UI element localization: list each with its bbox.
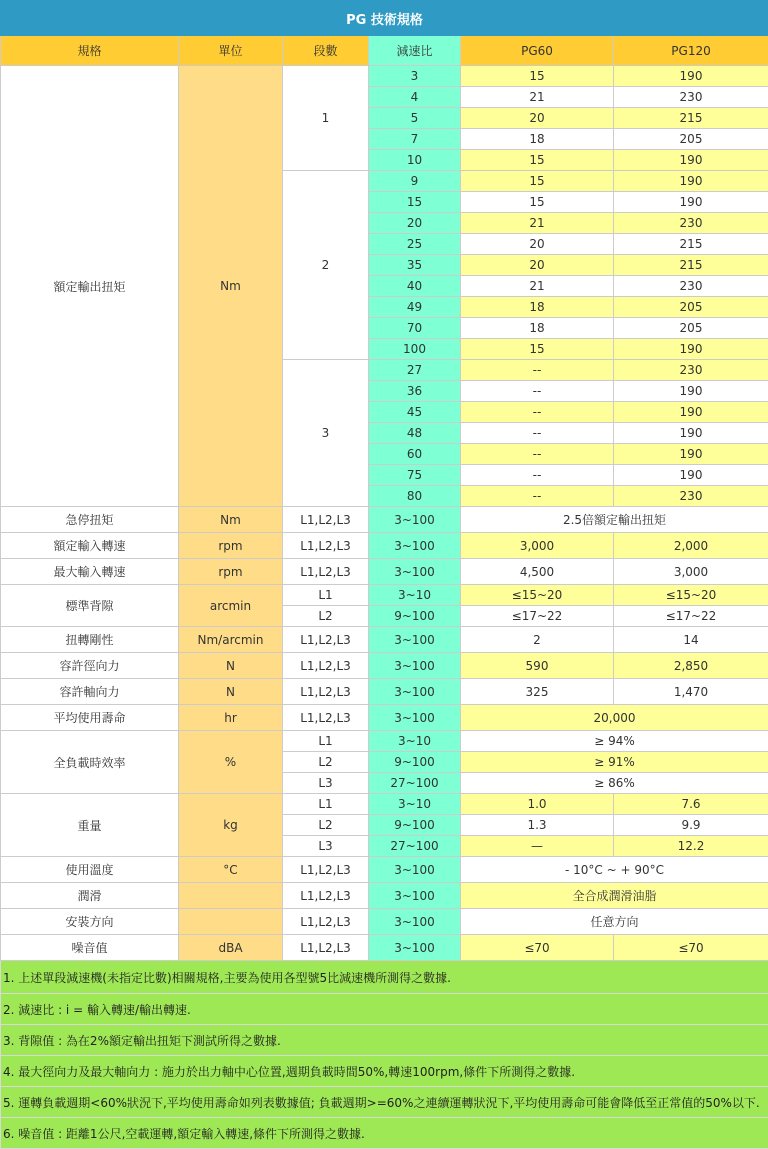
ratio-cell: 27	[369, 360, 461, 381]
pg60-cell: 18	[461, 129, 614, 150]
pg120-cell: 215	[614, 234, 768, 255]
ratio-cell: 7	[369, 129, 461, 150]
ratio-cell: 3	[369, 66, 461, 87]
ratio-cell: 9	[369, 171, 461, 192]
pg120-cell: 190	[614, 423, 768, 444]
value-cell: ≥ 86%	[461, 773, 768, 794]
spec-unit: kg	[179, 794, 283, 857]
pg120-cell: 230	[614, 486, 768, 507]
spec-unit: rpm	[179, 533, 283, 559]
spec-unit: arcmin	[179, 585, 283, 627]
header-stage: 段數	[283, 36, 369, 66]
pg60-cell: 21	[461, 276, 614, 297]
ratio-cell: 4	[369, 87, 461, 108]
pg120-cell: 190	[614, 150, 768, 171]
table-row	[1, 1087, 768, 1118]
table-row	[1, 1118, 768, 1149]
ratio-cell: 80	[369, 486, 461, 507]
table-row	[1, 585, 768, 606]
value-cell: 2.5倍額定輸出扭矩	[461, 507, 768, 533]
stage-cell: L1,L2,L3	[283, 705, 369, 731]
pg60-cell: --	[461, 360, 614, 381]
spec-label: 重量	[1, 794, 179, 857]
pg60-cell: --	[461, 381, 614, 402]
spec-label: 額定輸出扭矩	[1, 66, 179, 507]
spec-unit: N	[179, 653, 283, 679]
pg60-cell: 1.0	[461, 794, 614, 815]
pg60-cell: ≤70	[461, 935, 614, 961]
table-row	[1, 653, 768, 679]
ratio-cell: 27~100	[369, 773, 461, 794]
pg120-cell: 190	[614, 339, 768, 360]
header-ratio: 減速比	[369, 36, 461, 66]
value-cell: 20,000	[461, 705, 768, 731]
pg120-cell: 215	[614, 255, 768, 276]
header-pg60: PG60	[461, 36, 614, 66]
header-spec: 規格	[1, 36, 179, 66]
pg120-cell: 190	[614, 171, 768, 192]
ratio-cell: 49	[369, 297, 461, 318]
ratio-cell: 60	[369, 444, 461, 465]
spec-label: 平均使用壽命	[1, 705, 179, 731]
pg60-cell: 3,000	[461, 533, 614, 559]
ratio-cell: 5	[369, 108, 461, 129]
spec-label: 最大輸入轉速	[1, 559, 179, 585]
pg60-cell: ≤17~22	[461, 606, 614, 627]
ratio-cell: 27~100	[369, 836, 461, 857]
table-row	[1, 961, 768, 994]
table-row	[1, 909, 768, 935]
ratio-cell: 100	[369, 339, 461, 360]
ratio-cell: 3~100	[369, 909, 461, 935]
pg120-cell: 230	[614, 276, 768, 297]
note-text: 2. 減速比 : i = 輸入轉速/輸出轉速.	[1, 994, 768, 1025]
value-cell: 全合成潤滑油脂	[461, 883, 768, 909]
note-text: 6. 噪音值 : 距離1公尺,空載運轉,額定輸入轉速,條件下所測得之數據.	[1, 1118, 768, 1149]
table-row	[1, 559, 768, 585]
stage-cell: L2	[283, 606, 369, 627]
ratio-cell: 9~100	[369, 606, 461, 627]
note-text: 3. 背隙值 : 為在2%額定輸出扭矩下測試所得之數據.	[1, 1025, 768, 1056]
spec-label: 額定輸入轉速	[1, 533, 179, 559]
stage-cell: L1,L2,L3	[283, 679, 369, 705]
value-cell: ≥ 91%	[461, 752, 768, 773]
pg120-cell: 215	[614, 108, 768, 129]
pg60-cell: 15	[461, 171, 614, 192]
stage-cell: L1,L2,L3	[283, 627, 369, 653]
spec-label: 使用溫度	[1, 857, 179, 883]
pg60-cell: —	[461, 836, 614, 857]
spec-label: 急停扭矩	[1, 507, 179, 533]
ratio-cell: 3~100	[369, 533, 461, 559]
spec-label: 潤滑	[1, 883, 179, 909]
stage-cell: L1,L2,L3	[283, 883, 369, 909]
stage-cell: L2	[283, 752, 369, 773]
pg60-cell: --	[461, 486, 614, 507]
ratio-cell: 3~100	[369, 679, 461, 705]
pg120-cell: ≤15~20	[614, 585, 768, 606]
value-cell: 任意方向	[461, 909, 768, 935]
stage-cell: L1,L2,L3	[283, 559, 369, 585]
stage-cell: L1	[283, 731, 369, 752]
ratio-cell: 40	[369, 276, 461, 297]
pg60-cell: 20	[461, 108, 614, 129]
table-row	[1, 883, 768, 909]
ratio-cell: 3~100	[369, 559, 461, 585]
ratio-cell: 3~100	[369, 653, 461, 679]
pg60-cell: 18	[461, 318, 614, 339]
table-row	[1, 679, 768, 705]
spec-label: 容許徑向力	[1, 653, 179, 679]
spec-unit	[179, 883, 283, 909]
spec-unit: %	[179, 731, 283, 794]
spec-label: 噪音值	[1, 935, 179, 961]
ratio-cell: 3~100	[369, 857, 461, 883]
pg120-cell: 205	[614, 297, 768, 318]
pg120-cell: ≤17~22	[614, 606, 768, 627]
ratio-cell: 3~100	[369, 705, 461, 731]
pg60-cell: 15	[461, 150, 614, 171]
stage-cell: L3	[283, 773, 369, 794]
pg120-cell: ≤70	[614, 935, 768, 961]
pg120-cell: 205	[614, 318, 768, 339]
ratio-cell: 75	[369, 465, 461, 486]
pg60-cell: --	[461, 444, 614, 465]
pg60-cell: 21	[461, 213, 614, 234]
ratio-cell: 9~100	[369, 752, 461, 773]
spec-unit: Nm	[179, 507, 283, 533]
pg120-cell: 12.2	[614, 836, 768, 857]
pg60-cell: 15	[461, 66, 614, 87]
spec-label: 容許軸向力	[1, 679, 179, 705]
ratio-cell: 3~100	[369, 507, 461, 533]
pg60-cell: 21	[461, 87, 614, 108]
ratio-cell: 3~100	[369, 935, 461, 961]
pg60-cell: 325	[461, 679, 614, 705]
pg60-cell: 20	[461, 255, 614, 276]
ratio-cell: 48	[369, 423, 461, 444]
table-row	[1, 935, 768, 961]
pg60-cell: 20	[461, 234, 614, 255]
spec-unit: dBA	[179, 935, 283, 961]
ratio-cell: 10	[369, 150, 461, 171]
spec-label: 全負載時效率	[1, 731, 179, 794]
pg60-cell: 2	[461, 627, 614, 653]
table-row	[1, 994, 768, 1025]
stage-cell: L1,L2,L3	[283, 653, 369, 679]
stage-cell: L1,L2,L3	[283, 507, 369, 533]
spec-unit: Nm	[179, 66, 283, 507]
stage-cell: L1,L2,L3	[283, 935, 369, 961]
table-title: PG 技術規格	[1, 1, 768, 36]
note-text: 1. 上述單段減速機(未指定比數)相關規格,主要為使用各型號5比減速機所測得之數據.	[1, 961, 768, 994]
spec-label: 標準背隙	[1, 585, 179, 627]
table-row	[1, 794, 768, 815]
pg60-cell: 15	[461, 339, 614, 360]
pg60-cell: 590	[461, 653, 614, 679]
stage-cell: 3	[283, 360, 369, 507]
spec-unit: °C	[179, 857, 283, 883]
pg120-cell: 230	[614, 360, 768, 381]
pg120-cell: 3,000	[614, 559, 768, 585]
ratio-cell: 35	[369, 255, 461, 276]
stage-cell: L2	[283, 815, 369, 836]
stage-cell: 1	[283, 66, 369, 171]
table-row	[1, 627, 768, 653]
pg120-cell: 190	[614, 192, 768, 213]
stage-cell: L1,L2,L3	[283, 909, 369, 935]
ratio-cell: 70	[369, 318, 461, 339]
spec-unit: rpm	[179, 559, 283, 585]
pg60-cell: --	[461, 402, 614, 423]
stage-cell: L1	[283, 585, 369, 606]
table-row	[1, 1056, 768, 1087]
ratio-cell: 20	[369, 213, 461, 234]
ratio-cell: 3~10	[369, 585, 461, 606]
spec-unit: Nm/arcmin	[179, 627, 283, 653]
pg120-cell: 190	[614, 381, 768, 402]
spec-unit	[179, 909, 283, 935]
pg60-cell: --	[461, 465, 614, 486]
pg120-cell: 190	[614, 66, 768, 87]
table-row	[1, 66, 768, 87]
ratio-cell: 3~100	[369, 627, 461, 653]
table-row	[1, 533, 768, 559]
pg120-cell: 2,850	[614, 653, 768, 679]
pg60-cell: 1.3	[461, 815, 614, 836]
pg60-cell: ≤15~20	[461, 585, 614, 606]
spec-label: 扭轉剛性	[1, 627, 179, 653]
note-text: 4. 最大徑向力及最大軸向力 : 施力於出力軸中心位置,週期負載時間50%,轉速100rpm,條件下所測得之數據.	[1, 1056, 768, 1087]
table-row	[1, 507, 768, 533]
pg120-cell: 205	[614, 129, 768, 150]
pg120-cell: 7.6	[614, 794, 768, 815]
stage-cell: L3	[283, 836, 369, 857]
pg120-cell: 190	[614, 402, 768, 423]
pg120-cell: 2,000	[614, 533, 768, 559]
pg120-cell: 190	[614, 465, 768, 486]
value-cell: ≥ 94%	[461, 731, 768, 752]
ratio-cell: 15	[369, 192, 461, 213]
spec-unit: N	[179, 679, 283, 705]
table-row	[1, 705, 768, 731]
ratio-cell: 9~100	[369, 815, 461, 836]
stage-cell: 2	[283, 171, 369, 360]
stage-cell: L1,L2,L3	[283, 857, 369, 883]
pg120-cell: 230	[614, 87, 768, 108]
spec-label: 安裝方向	[1, 909, 179, 935]
note-text: 5. 運轉負載週期<60%狀況下,平均使用壽命如列表數據值; 負載週期>=60%之連續運轉狀況下,平均使用壽命可能會降低至正常值的50%以下.	[1, 1087, 768, 1118]
pg120-cell: 230	[614, 213, 768, 234]
header-unit: 單位	[179, 36, 283, 66]
pg120-cell: 14	[614, 627, 768, 653]
pg120-cell: 1,470	[614, 679, 768, 705]
spec-unit: hr	[179, 705, 283, 731]
pg60-cell: --	[461, 423, 614, 444]
ratio-cell: 3~10	[369, 731, 461, 752]
value-cell: - 10°C ~ + 90°C	[461, 857, 768, 883]
header-pg120: PG120	[614, 36, 768, 66]
table-row	[1, 1025, 768, 1056]
ratio-cell: 3~100	[369, 883, 461, 909]
ratio-cell: 25	[369, 234, 461, 255]
ratio-cell: 36	[369, 381, 461, 402]
table-row	[1, 731, 768, 752]
ratio-cell: 45	[369, 402, 461, 423]
pg120-cell: 9.9	[614, 815, 768, 836]
table-row	[1, 857, 768, 883]
pg60-cell: 15	[461, 192, 614, 213]
stage-cell: L1,L2,L3	[283, 533, 369, 559]
pg60-cell: 18	[461, 297, 614, 318]
pg60-cell: 4,500	[461, 559, 614, 585]
stage-cell: L1	[283, 794, 369, 815]
ratio-cell: 3~10	[369, 794, 461, 815]
pg120-cell: 190	[614, 444, 768, 465]
